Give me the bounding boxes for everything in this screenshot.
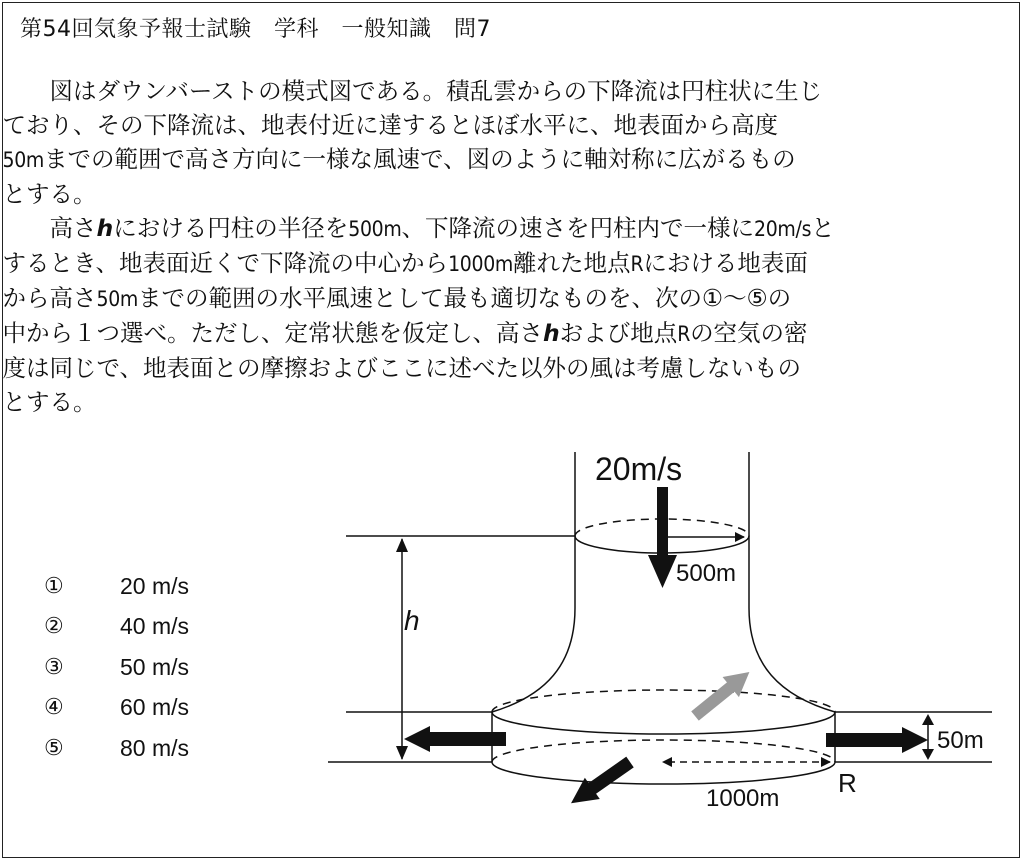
- outflow-cylinder-top-back: [492, 690, 835, 712]
- choice-number: ①: [44, 573, 64, 599]
- choice-value: 80 m/s: [120, 734, 190, 761]
- h-arrowhead-bottom: [396, 746, 408, 760]
- point-r-label: R: [838, 768, 857, 798]
- question-paragraph-1: 図はダウンバーストの模式図である。積乱雲からの下降流は円柱状に生じ ており、その下降流は、地表付近に達するとほぼ水平に、地表面から高度 50mまでの範囲で高さ方向に一様な風速で、図のように軸対称に広がるもの とする。: [2, 77, 823, 208]
- choice-value: 60 m/s: [120, 694, 190, 721]
- speed-label: 20m/s: [595, 451, 683, 487]
- choice-number: ②: [44, 614, 64, 640]
- question-paragraph-2: 高さhにおける円柱の半径を500m、下降流の速さを円柱内で一様に20m/sと するとき、地表面近くで下降流の中心から1000m離れた地点Rにおける地表面 から高さ50mまでの範囲の水平風速として最も適切なものを、次の①〜⑤の 中から１つ選べ。ただし、定常状態を仮定し、高さhおよび地点Rの空気の密 度は同じで、地表面との摩擦およびここに述べた以外の風は考慮しないもの とする。: [2, 214, 835, 416]
- back-outflow-arrow: [687, 662, 758, 726]
- choice-value: 50 m/s: [120, 653, 190, 680]
- downdraft-arrow-shaft: [657, 487, 668, 557]
- h-arrowhead-top: [396, 538, 408, 552]
- choice-number: ③: [44, 654, 64, 680]
- choice-number: ⑤: [44, 735, 64, 761]
- distance-label: 1000m: [706, 785, 780, 812]
- page-title: 第54回気象予報士試験 学科 一般知識 問7: [20, 17, 491, 42]
- choice-number: ④: [44, 695, 64, 721]
- left-outflow-arrow-head: [404, 726, 430, 752]
- front-outflow-arrow: [564, 751, 638, 814]
- height-label: h: [404, 605, 420, 636]
- depth-arrowhead-top: [922, 714, 934, 725]
- choice-value: 40 m/s: [120, 613, 190, 640]
- distance-arrowhead-left: [662, 757, 672, 767]
- outflow-cylinder-bottom-front: [492, 762, 835, 784]
- depth-label: 50m: [937, 727, 984, 754]
- outflow-cylinder-bottom-back: [492, 740, 835, 762]
- left-outflow-arrow-shaft: [428, 732, 506, 746]
- right-outflow-arrow-shaft: [826, 733, 904, 747]
- choice-value: 20 m/s: [120, 572, 190, 599]
- outflow-cylinder-top-front: [492, 712, 835, 734]
- downdraft-arrow-head: [648, 555, 677, 588]
- depth-arrowhead-bottom: [922, 749, 934, 760]
- radius-label: 500m: [676, 560, 737, 587]
